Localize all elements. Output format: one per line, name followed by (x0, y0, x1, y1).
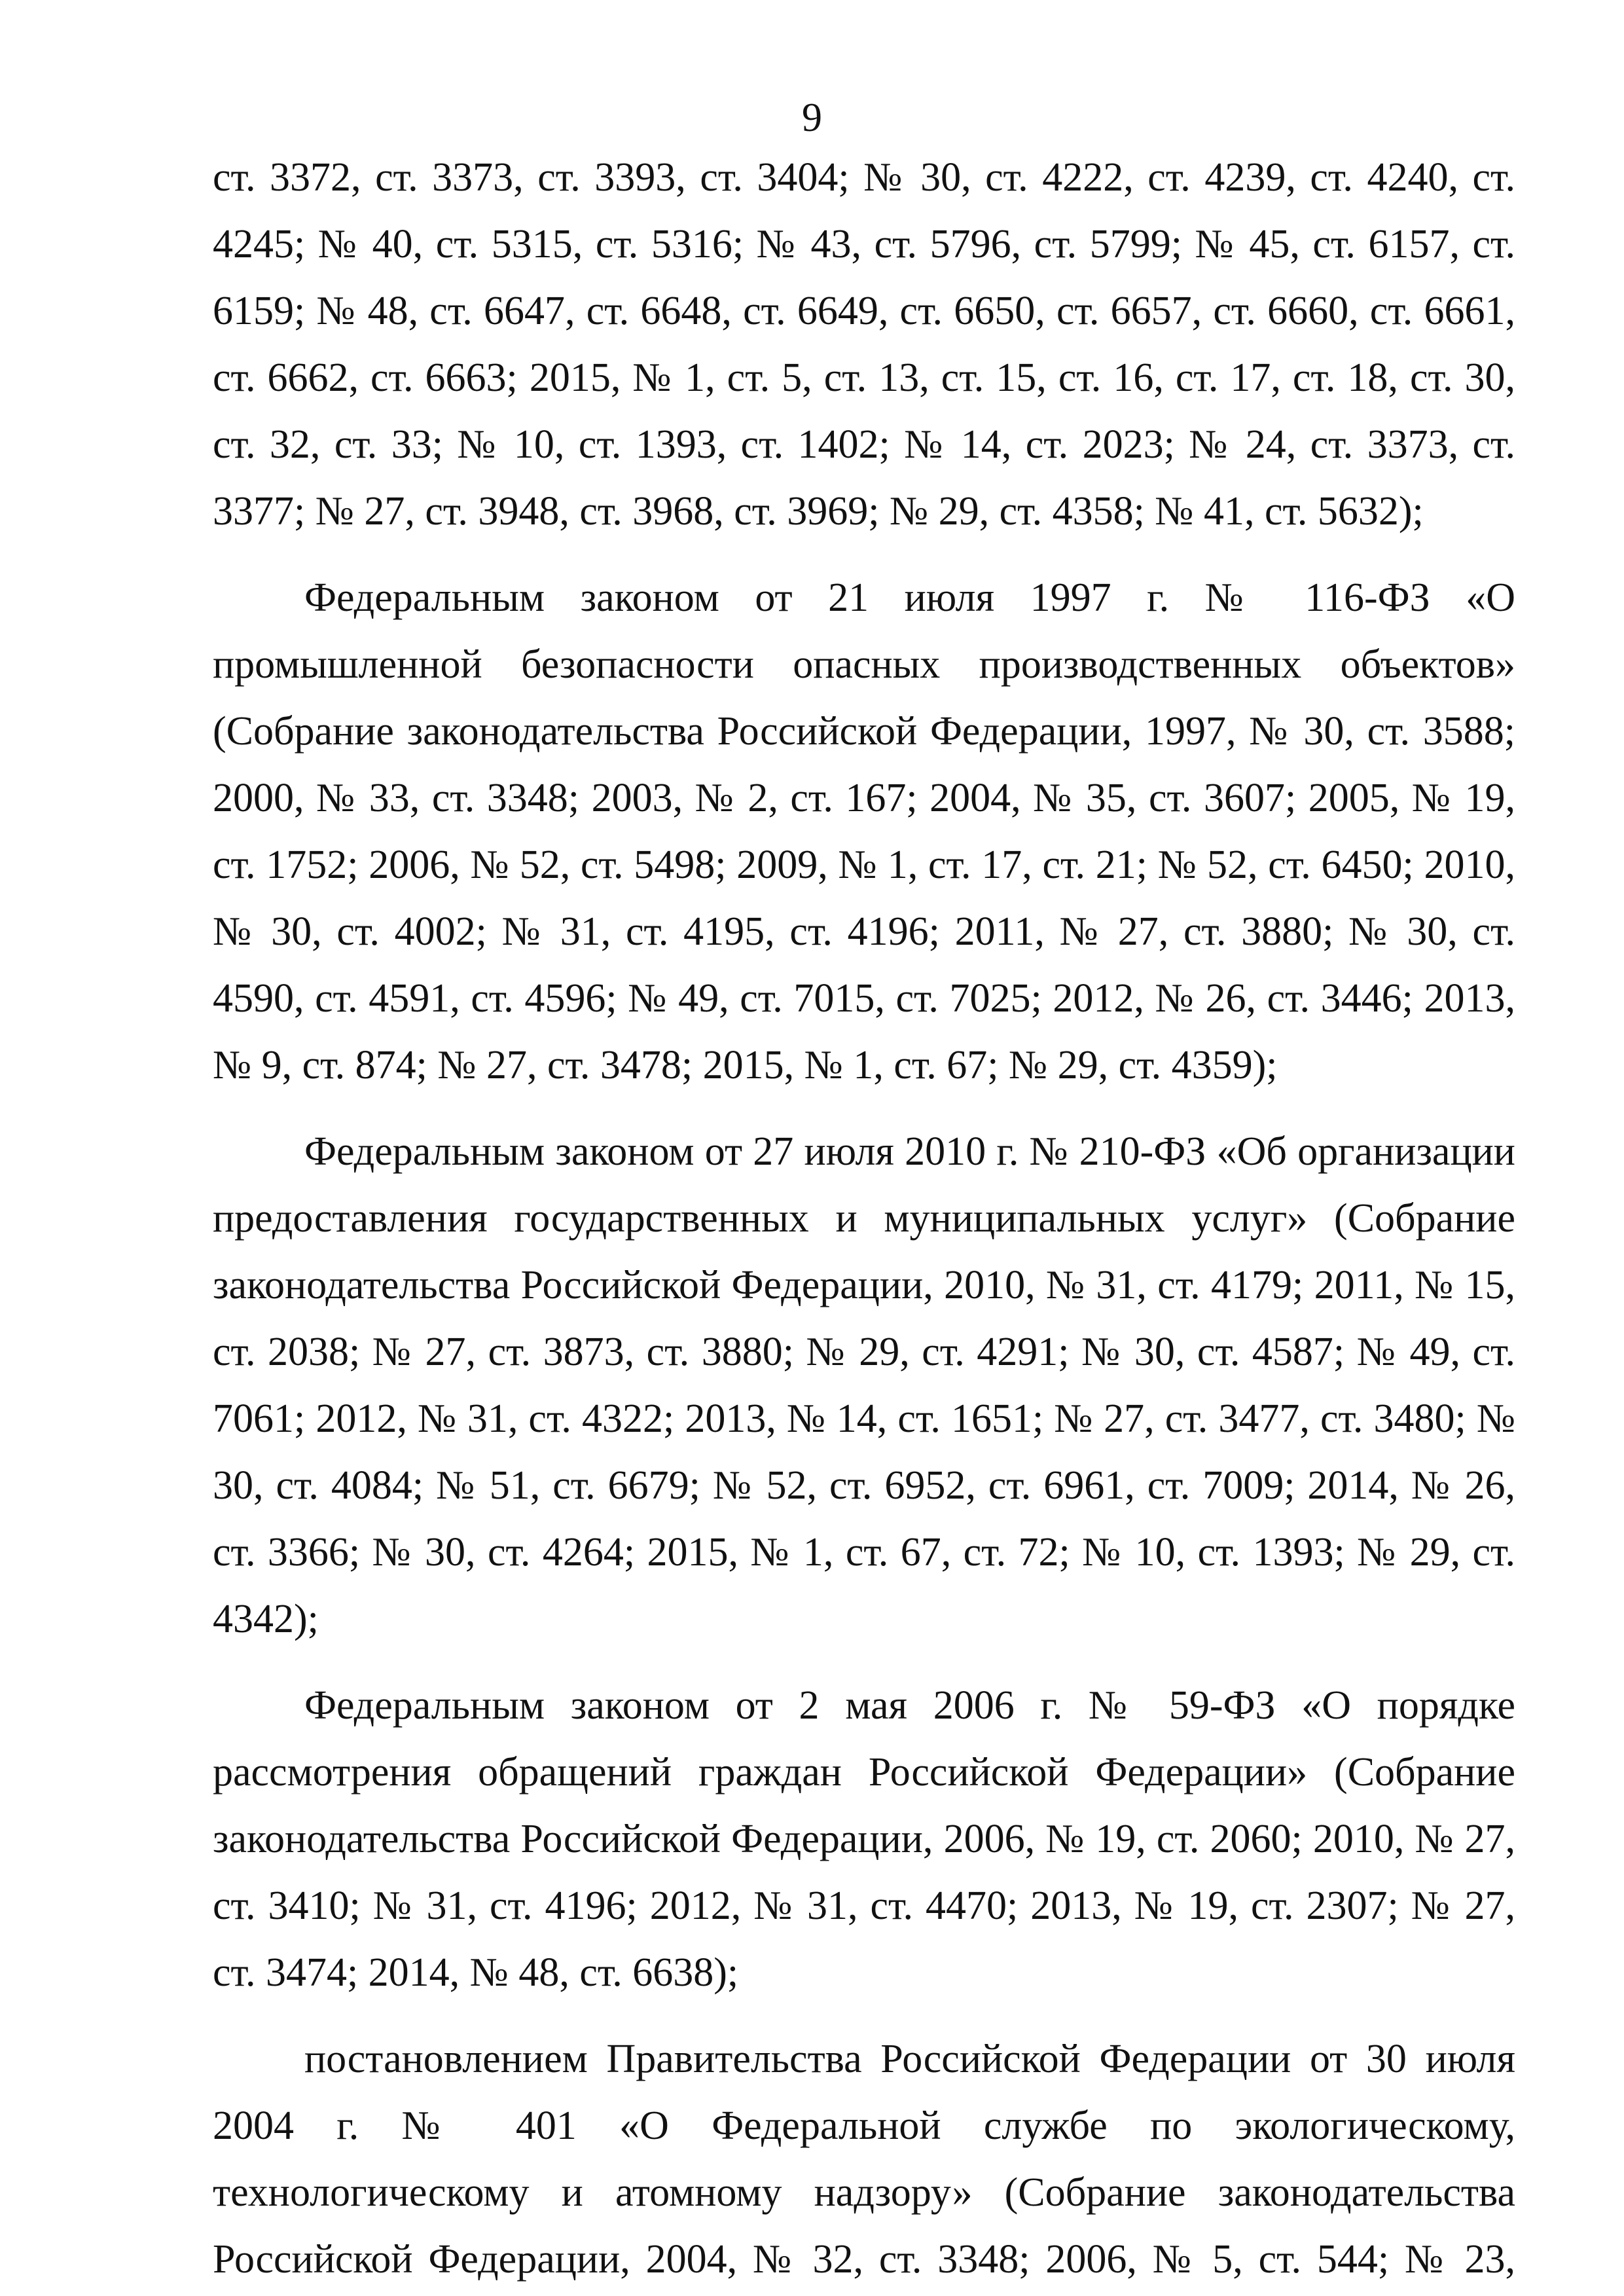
paragraph-continuation: ст. 3372, ст. 3373, ст. 3393, ст. 3404; № 30, ст. 4222, ст. 4239, ст. 4240, ст. 4245; № 40, ст. 5315, ст. 5316; № 43, ст. 5796, ст. 5799; № 45, ст. 6157, ст. 6159; № 48, ст. 6647, ст. 6648, ст. 6649, ст. 6650, ст. 6657, ст. 6660, ст. 6661, ст. 6662, ст. 6663; 2015, № 1, ст. 5, ст. 13, ст. 15, ст. 16, ст. 17, ст. 18, ст. 30, ст. 32, ст. 33; № 10, ст. 1393, ст. 1402; № 14, ст. 2023; № 24, ст. 3373, ст. 3377; № 27, ст. 3948, ст. 3968, ст. 3969; № 29, ст. 4358; № 41, ст. 5632); (213, 155, 1515, 534)
document-body (213, 144, 1515, 2293)
page-number: 9 (802, 96, 822, 140)
paragraph-federal-law-116-fz: Федеральным законом от 21 июля 1997 г. № 116-ФЗ «О промышленной безопасности опасных производственных объектов» (Собрание законодательства Российской Федерации, 1997, № 30, ст. 3588; 2000, № 33, ст. 3348; 2003, № 2, ст. 167; 2004, № 35, ст. 3607; 2005, № 19, ст. 1752; 2006, № 52, ст. 5498; 2009, № 1, ст. 17, ст. 21; № 52, ст. 6450; 2010, № 30, ст. 4002; № 31, ст. 4195, ст. 4196; 2011, № 27, ст. 3880; № 30, ст. 4590, ст. 4591, ст. 4596; № 49, ст. 7015, ст. 7025; 2012, № 26, ст. 3446; 2013, № 9, ст. 874; № 27, ст. 3478; 2015, № 1, ст. 67; № 29, ст. 4359); (213, 575, 1515, 1087)
paragraph-federal-law-59-fz: Федеральным законом от 2 мая 2006 г. № 59-ФЗ «О порядке рассмотрения обращений граждан Российской Федерации» (Собрание законодательства Российской Федерации, 2006, № 19, ст. 2060; 2010, № 27, ст. 3410; № 31, ст. 4196; 2012, № 31, ст. 4470; 2013, № 19, ст. 2307; № 27, ст. 3474; 2014, № 48, ст. 6638); (213, 1683, 1515, 1995)
paragraph-federal-law-210-fz: Федеральным законом от 27 июля 2010 г. № 210-ФЗ «Об организации предоставления государственных и муниципальных услуг» (Собрание законодательства Российской Федерации, 2010, № 31, ст. 4179; 2011, № 15, ст. 2038; № 27, ст. 3873, ст. 3880; № 29, ст. 4291; № 30, ст. 4587; № 49, ст. 7061; 2012, № 31, ст. 4322; 2013, № 14, ст. 1651; № 27, ст. 3477, ст. 3480; № 30, ст. 4084; № 51, ст. 6679; № 52, ст. 6952, ст. 6961, ст. 7009; 2014, № 26, ст. 3366; № 30, ст. 4264; 2015, № 1, ст. 67, ст. 72; № 10, ст. 1393; № 29, ст. 4342); (213, 1129, 1515, 1641)
paragraph-government-resolution-401: постановлением Правительства Российской Федерации от 30 июля 2004 г. № 401 «О Федеральной службе по экологическому, технологическому и атомному надзору» (Собрание законодательства Российской Федерации, 2004, № 32, ст. 3348; 2006, № 5, ст. 544; № 23, (213, 2037, 1515, 2282)
